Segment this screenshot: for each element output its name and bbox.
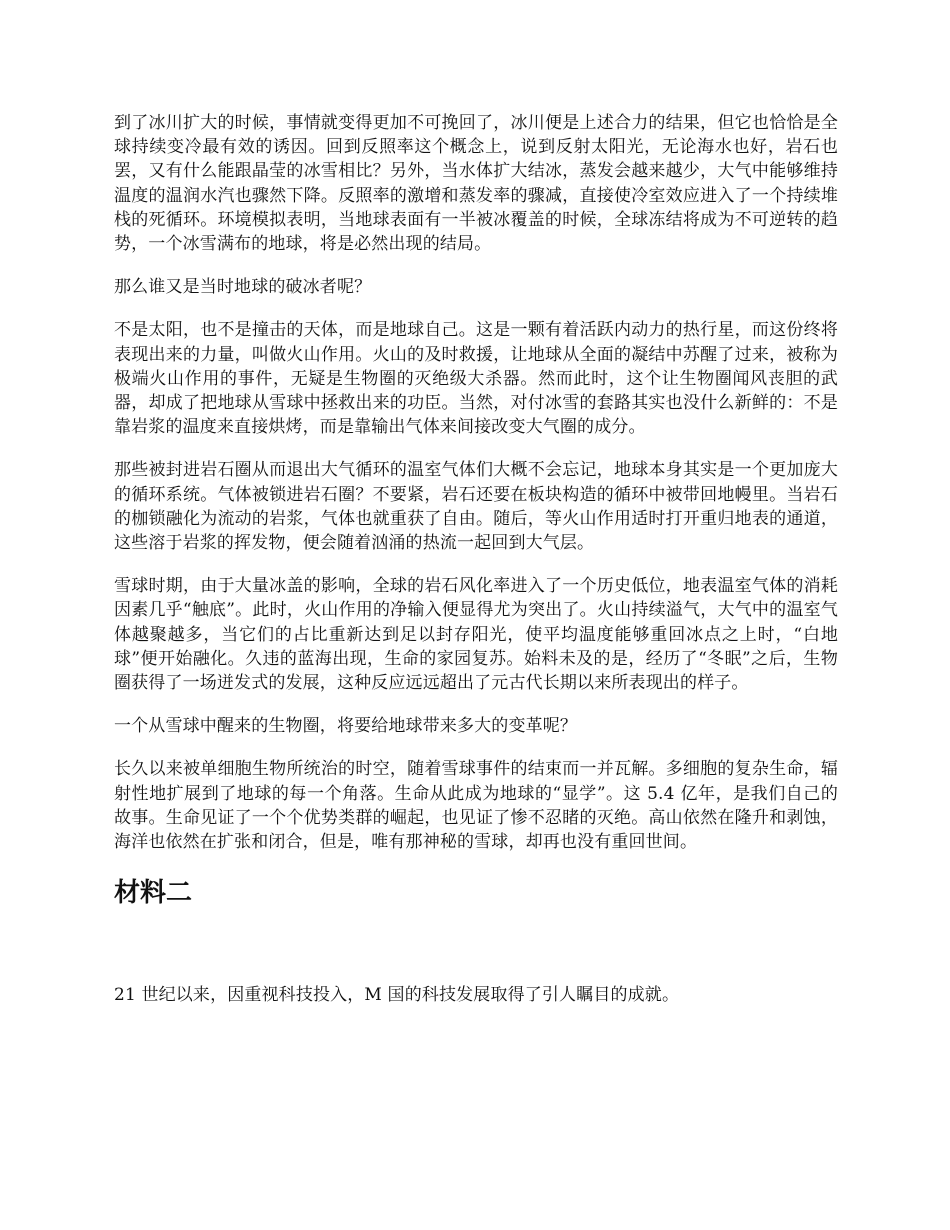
paragraph-snowball-melting: 雪球时期，由于大量冰盖的影响，全球的岩石风化率进入了一个历史低位，地表温室气体的消耗因素几乎“触底”。此时，火山作用的净输入便显得尤为突出了。火山持续溢气，大气中的温室气体越聚越多，当它们的占比重新达到足以封存阳光，使平均温度能够重回冰点之上时，“白地球”便开始融化。久违的蓝海出现，生命的家园复苏。始料未及的是，经历了“冬眠”之后，生物圈获得了一场迸发式的发展，这种反应远远超出了元古代长期以来所表现出的样子。	[114, 576, 838, 694]
document-body	[114, 111, 838, 1026]
paragraph-multicellular-life: 长久以来被单细胞生物所统治的时空，随着雪球事件的结束而一并瓦解。多细胞的复杂生命，辐射性地扩展到了地球的每一个角落。生命从此成为地球的“显学”。这 5.4 亿年，是我们自己的故事。生命见证了一个个优势类群的崛起，也见证了惨不忍睹的灭绝。高山依然在隆升和剥蚀，海洋也依然在扩张和闭合，但是，唯有那神秘的雪球，却再也没有重回世间。	[114, 759, 838, 853]
paragraph-volcanism: 不是太阳，也不是撞击的天体，而是地球自己。这是一颗有着活跃内动力的热行星，而这份终将表现出来的力量，叫做火山作用。火山的及时救援，让地球从全面的凝结中苏醒了过来，被称为极端火山作用的事件，无疑是生物圈的灭绝级大杀器。然而此时，这个让生物圈闻风丧胆的武器，却成了把地球从雪球中拯救出来的功臣。当然，对付冰雪的套路其实也没什么新鲜的：不是靠岩浆的温度来直接烘烤，而是靠输出气体来间接改变大气圈的成分。	[114, 320, 838, 438]
section-heading: 材料二	[114, 878, 193, 909]
paragraph-biosphere-question: 一个从雪球中醒来的生物圈，将要给地球带来多大的变革呢？	[114, 716, 578, 737]
paragraph-glacier-expansion: 到了冰川扩大的时候，事情就变得更加不可挽回了，冰川便是上述合力的结果，但它也恰恰是全球持续变冷最有效的诱因。回到反照率这个概念上，说到反射太阳光，无论海水也好，岩石也罢，又有什么能跟晶莹的冰雪相比？另外，当水体扩大结冰，蒸发会越来越少，大气中能够维持温度的温润水汽也骤然下降。反照率的激增和蒸发率的骤减，直接使冷室效应进入了一个持续堆栈的死循环。环境模拟表明，当地球表面有一半被冰覆盖的时候，全球冻结将成为不可逆转的趋势，一个冰雪满布的地球，将是必然出现的结局。	[114, 113, 838, 255]
paragraph-greenhouse-gases: 那些被封进岩石圈从而退出大气循环的温室气体们大概不会忘记，地球本身其实是一个更加庞大的循环系统。气体被锁进岩石圈？不要紧，岩石还要在板块构造的循环中被带回地幔里。当岩石的枷锁融化为流动的岩浆，气体也就重获了自由。随后，等火山作用适时打开重归地表的通道，这些溶于岩浆的挥发物，便会随着汹涌的热流一起回到大气层。	[114, 460, 838, 554]
paragraph-icebreaker-question: 那么谁又是当时地球的破冰者呢？	[114, 277, 372, 298]
section-paragraph: 21 世纪以来，因重视科技投入，M 国的科技发展取得了引人瞩目的成就。	[114, 985, 680, 1006]
